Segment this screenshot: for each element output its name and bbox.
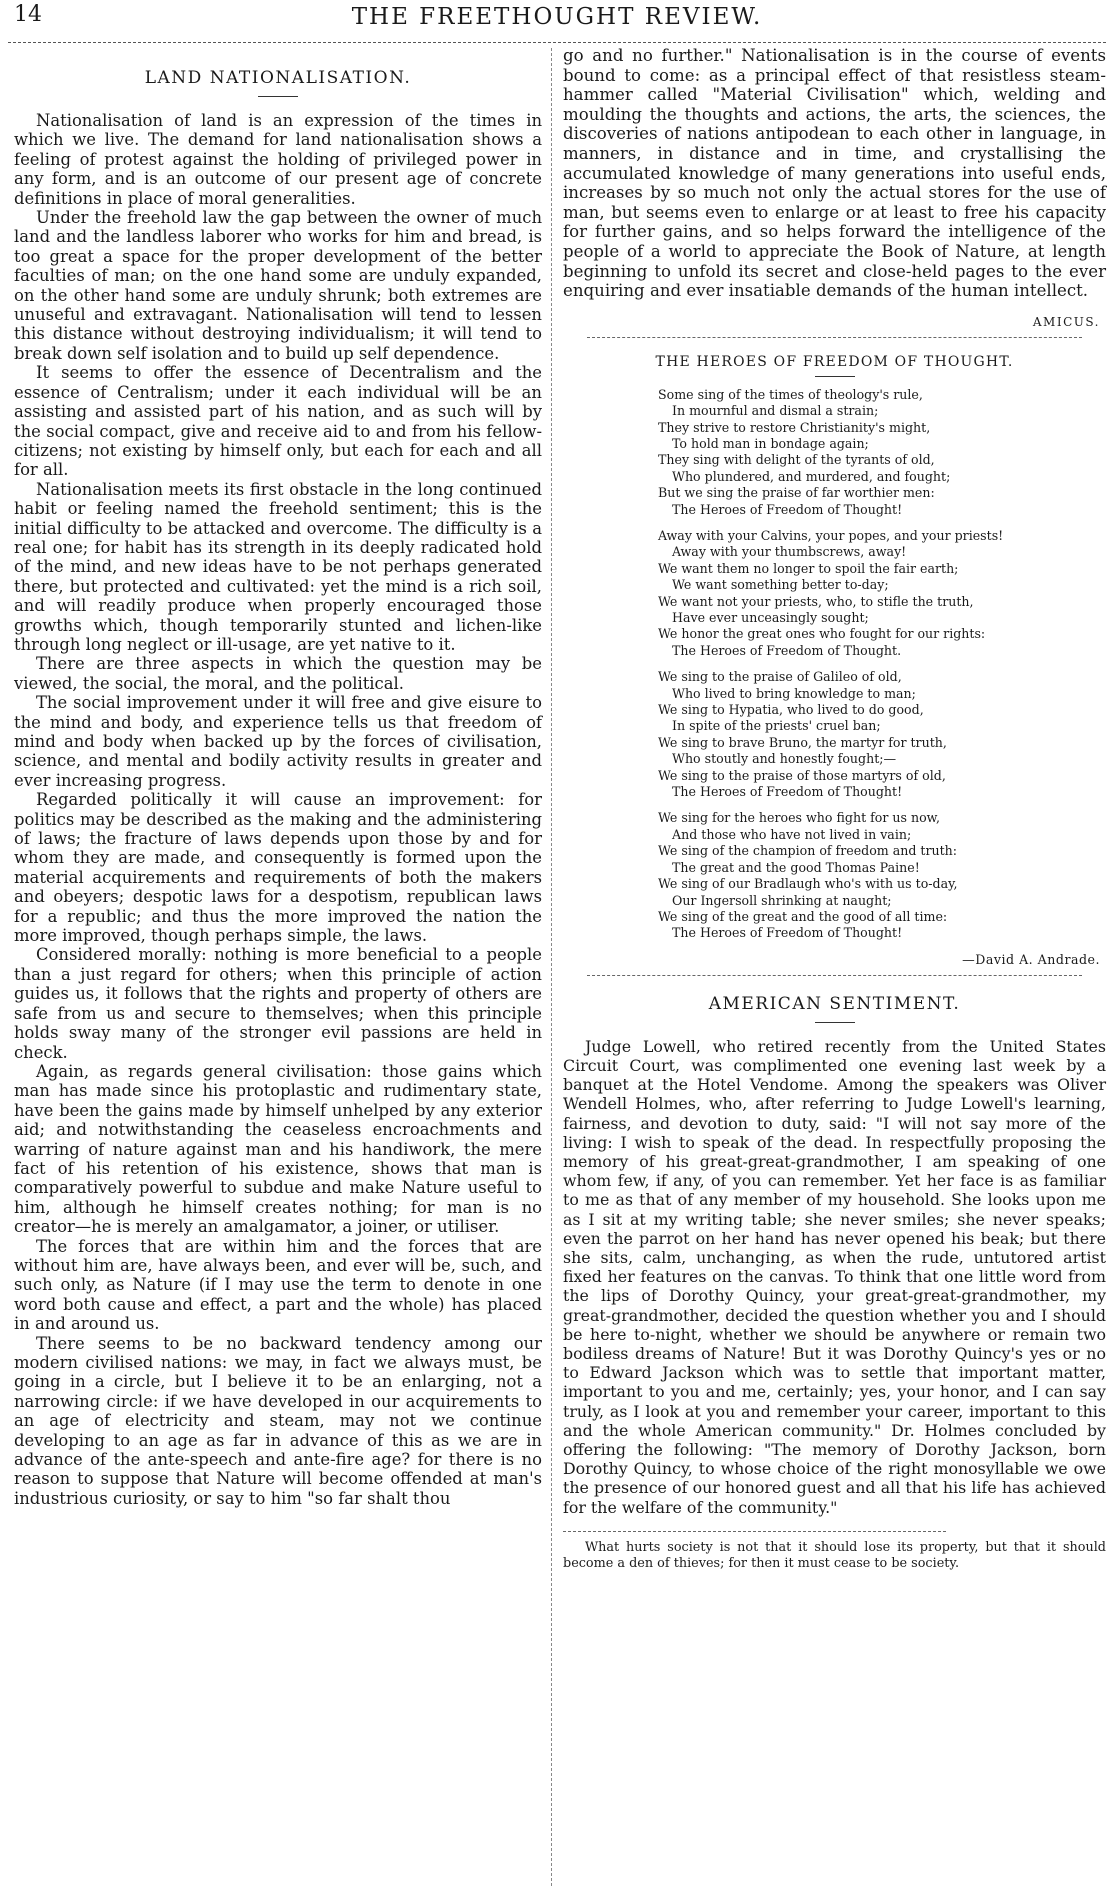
article-paragraph: There seems to be no backward tendency among our modern civilised nations: we may, in fact we always must, be going in a circle, but I believe it to be an enlarging, not a narrowing circle: if we have developed in our acquirements to an age of electricity and steam, may not we continue developing to an age as far in advance of this as we are in advance of the ante-speech and ante-fire age? for there is no reason to suppose that Nature will become offended at man's industrious curiosity, or say to him "so far shalt thou bbox=[14, 1333, 542, 1508]
masthead bbox=[0, 0, 1114, 40]
article-continuation: go and no further." Nationalisation is in the course of events bound to come: as a principal effect of that resistless steam-hammer called "Material Civilisation" which, welding and moulding the thoughts and actions, the arts, the sciences, the discoveries of nations antipodean to each other in language, in manners, in distance and in time, and crystallising the accumulated knowledge of many generations into useful ends, increases by so much not only the actual stores for the use of man, but seems even to enlarge or at least to free his capacity for further gains, and so helps forward the intelligence of the people of a world to appreciate the Book of Nature, at length beginning to unfold its secret and close-held pages to the ever enquiring and ever insatiable demands of the human intellect. bbox=[563, 46, 1106, 301]
poem-line: And those who have not lived in vain; bbox=[672, 826, 912, 842]
poem-stanza bbox=[658, 387, 1106, 518]
poem-line: We sing to the praise of Galileo of old, bbox=[658, 669, 902, 685]
article-paragraph: It seems to offer the essence of Decentralism and the essence of Centralism; under it each individual will be an assisting and assisted part of his nation, and as such will by the social compact, give and receive aid to and from his fellow-citizens; not existing by himself only, but each for each and all for all. bbox=[14, 363, 542, 480]
poem-line: But we sing the praise of far worthier men: bbox=[658, 485, 935, 501]
poem-line: We sing to brave Bruno, the martyr for truth, bbox=[658, 734, 947, 750]
poem-line: We sing of our Bradlaugh who's with us to-day, bbox=[658, 876, 958, 892]
article-paragraph: There are three aspects in which the question may be viewed, the social, the moral, and the political. bbox=[14, 654, 542, 693]
poem-line: We sing of the champion of freedom and truth: bbox=[658, 843, 958, 859]
poem-line: Who plundered, and murdered, and fought; bbox=[672, 468, 951, 484]
poem-line: We want not your priests, who, to stifle the truth, bbox=[658, 593, 974, 609]
article-paragraph: The social improvement under it will free and give eisure to the mind and body, and experience tells us that freedom of mind and body when backed up by the forces of civilisation, science, and mental and bodily activity results in greater and ever increasing progress. bbox=[14, 693, 542, 790]
article-paragraph: Nationalisation meets its first obstacle in the long continued habit or feeling named the freehold sentiment; this is the initial difficulty to be attacked and overcome. The difficulty is a real one; for habit has its strength in its deeply radicated hold of the mind, and new ideas have to be not perhaps generated there, but protected and cultivated: yet the mind is a rich soil, and will readily produce when properly encouraged those growths which, though temporarily stunted and lichen-like through long neglect or ill-usage, are yet native to it. bbox=[14, 479, 542, 654]
poem-line: Some sing of the times of theology's rule, bbox=[658, 386, 923, 402]
poem-stanza bbox=[658, 669, 1106, 800]
poem-line: Have ever unceasingly sought; bbox=[672, 610, 869, 625]
poem-body bbox=[658, 387, 1106, 942]
section-separator bbox=[587, 975, 1082, 976]
poem-line: In mournful and dismal a strain; bbox=[672, 403, 879, 419]
poem-line: We want them no longer to spoil the fair earth; bbox=[658, 560, 959, 576]
poem-line: We sing of the great and the good of all time: bbox=[658, 908, 948, 924]
journal-title: THE FREETHOUGHT REVIEW. bbox=[351, 4, 763, 30]
poem-line: Our Ingersoll shrinking at naught; bbox=[672, 892, 892, 908]
article-title-land-nationalisation: LAND NATIONALISATION. bbox=[144, 68, 412, 88]
article-paragraph: Judge Lowell, who retired recently from the United States Circuit Court, was complimented one evening last week by a banquet at the Hotel Vendome. Among the speakers was Oliver Wendell Holmes, who, after referring to Judge Lowell's learning, fairness, and devotion to duty, said: "I will not say more of the living: I wish to speak of the dead. In respectfully proposing the memory of his great-great-grandmother, I am speaking of one whom few, if any, of you can remember. Yet her face is as familiar to me as that of any member of my household. She looks upon me as I sit at my writing table; she never smiles; she never speaks; even the parrot on her hand has never opened his beak; but there she sits, calm, unchanging, as when the rude, untutored artist fixed her features on the canvas. To think that one little word from the lips of Dorothy Quincy, your great-great-grandmother, my great-grandmother, decided the question whether you and I should be here to-night, whether we should be anywhere or remain two bodiless dreams of Nature! But it was Dorothy Quincy's yes or no to Edward Jackson which was to settle that important matter, important to you and me, certainly; yes, your honor, and I can say truly, as I look at you and remember your career, important to this and the whole American community." Dr. Holmes concluded by offering the following: "The memory of Dorothy Jackson, born Dorothy Quincy, to whose choice of the right monosyllable we owe the presence of our honored guest and all that his life has achieved for the welfare of the community." bbox=[563, 1036, 1106, 1517]
section-separator bbox=[563, 1531, 946, 1532]
poem-line: Away with your Calvins, your popes, and your priests! bbox=[658, 527, 1004, 543]
poem-line: The Heroes of Freedom of Thought. bbox=[672, 642, 902, 658]
article-paragraph: Regarded politically it will cause an improvement: for politics may be described as the making and the administering of laws; the fracture of laws depends upon those by and for whom they are made, and consequently is formed upon the material acquirements and requirements of both the makers and obeyers; despotic laws for a despotism, republican laws for a republic; and thus the more improved the nation the more improved, though perhaps simple, the laws. bbox=[14, 790, 542, 946]
section-separator bbox=[587, 337, 1082, 338]
article-signature: AMICUS. bbox=[1032, 314, 1100, 329]
poem-line: We honor the great ones who fought for our rights: bbox=[658, 626, 986, 642]
poem-line: Away with your thumbscrews, away! bbox=[672, 544, 907, 560]
title-rule bbox=[815, 376, 855, 377]
poem-line: Who lived to bring knowledge to man; bbox=[672, 685, 916, 701]
poem-line: The great and the good Thomas Paine! bbox=[672, 859, 920, 875]
poem-line: They strive to restore Christianity's might, bbox=[658, 419, 931, 435]
poem-line: The Heroes of Freedom of Thought! bbox=[672, 925, 903, 941]
poem-line: Who stoutly and honestly fought;— bbox=[672, 751, 897, 767]
article-paragraph: Again, as regards general civilisation: those gains which man has made since his protoplastic and rudimentary state, have been the gains made by himself unhelped by any exterior aid; and notwithstanding the ceaseless encroachments and warring of nature against man and his handiwork, the mere fact of his retention of his existence, shows that man is comparatively powerful to subdue and make Nature useful to him, although he himself creates nothing; for man is no creator—he is merely an amalgamator, a joiner, or utiliser. bbox=[14, 1061, 542, 1237]
footer-note: What hurts society is not that it should lose its property, but that it should become a den of thieves; for then it must cease to be society. bbox=[563, 1539, 1106, 1571]
article-title-american-sentiment: AMERICAN SENTIMENT. bbox=[708, 993, 961, 1014]
poem-line: We sing to the praise of those martyrs of old, bbox=[658, 767, 946, 783]
right-column bbox=[563, 46, 1106, 1572]
poem-author: —David A. Andrade. bbox=[962, 951, 1100, 967]
poem-line: We want something better to-day; bbox=[672, 577, 889, 593]
left-column bbox=[14, 56, 542, 1508]
poem-stanza bbox=[658, 528, 1106, 659]
article-body-american-sentiment bbox=[563, 1037, 1106, 1517]
poem-line: In spite of the priests' cruel ban; bbox=[672, 718, 881, 734]
poem-line: We sing for the heroes who fight for us now, bbox=[658, 810, 940, 826]
header-rule bbox=[8, 42, 1106, 43]
article-paragraph: Nationalisation of land is an expression of the times in which we live. The demand for land nationalisation shows a feeling of protest against the holding of privileged power in any form, and is an outcome of our present age of concrete definitions in place of moral generalities. bbox=[14, 111, 542, 208]
article-paragraph: Under the freehold law the gap between the owner of much land and the landless laborer who works for him and bread, is too great a space for the proper development of the better faculties of man; on the one hand some are unduly expanded, on the other hand some are unduly shrunk; both extremes are unuseful and extravagant. Nationalisation will tend to lessen this distance without destroying individualism; it will tend to break down self isolation and to build up self dependence. bbox=[14, 208, 542, 363]
poem-line: We sing to Hypatia, who lived to do good, bbox=[658, 702, 924, 718]
poem-title: THE HEROES OF FREEDOM OF THOUGHT. bbox=[655, 353, 1014, 370]
poem-line: To hold man in bondage again; bbox=[672, 435, 869, 451]
title-rule bbox=[258, 96, 298, 97]
column-divider bbox=[551, 48, 552, 1886]
article-paragraph: The forces that are within him and the forces that are without him are, have always been, and ever will be, such, and such only, as Nature (if I may use the term to denote in one word both cause and effect, a part and the whole) has placed in and around us. bbox=[14, 1236, 542, 1334]
title-rule bbox=[815, 1022, 855, 1023]
article-paragraph: Considered morally: nothing is more beneficial to a people than a just regard for others; when this principle of action guides us, it follows that the rights and property of others are safe from us and secure to themselves; when this principle holds sway many of the stronger evil passions are held in check. bbox=[14, 945, 542, 1062]
poem-line: The Heroes of Freedom of Thought! bbox=[672, 501, 903, 517]
poem-stanza bbox=[658, 810, 1106, 941]
poem-line: They sing with delight of the tyrants of old, bbox=[658, 452, 935, 468]
page-number: 14 bbox=[14, 2, 42, 27]
poem-line: The Heroes of Freedom of Thought! bbox=[672, 784, 903, 800]
